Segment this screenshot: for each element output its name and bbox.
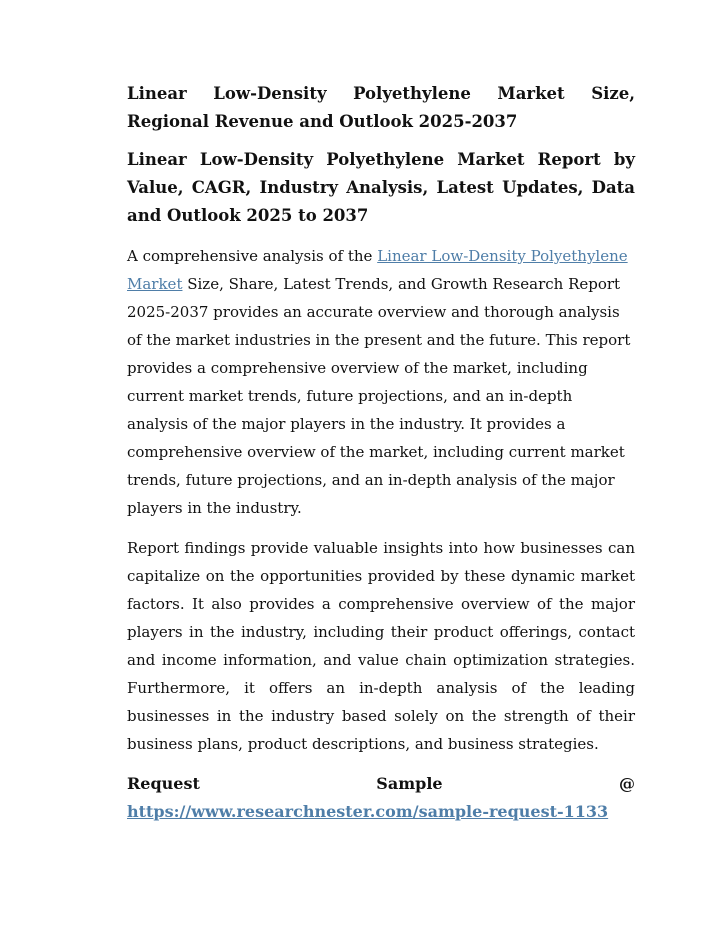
findings-paragraph: Report findings provide valuable insights into how businesses can capitalize on the opportunities provided by these dynamic market factors. It also provides a comprehensive overview of the major players in the industry, including their product offerings, contact and income information, and value chain optimization strategies. Furthermore, it offers an in-depth analysis of the leading businesses in the industry based solely on the strength of their business plans, product descriptions, and business strategies. bbox=[127, 539, 635, 753]
at-symbol: @ bbox=[618, 774, 635, 793]
request-sample-line bbox=[127, 770, 635, 798]
request-word: Request bbox=[127, 774, 200, 793]
intro-prefix: A comprehensive analysis of the bbox=[127, 247, 378, 265]
market-report-link[interactable]: Linear Low-Density Polyethylene Market bbox=[127, 247, 628, 293]
sample-request-link[interactable]: https://www.researchnester.com/sample-request-1133 bbox=[127, 802, 609, 821]
sample-word: Sample bbox=[376, 774, 443, 793]
document-page bbox=[127, 80, 635, 826]
document-subtitle: Linear Low-Density Polyethylene Market Report by Value, CAGR, Industry Analysis, Latest Updates, Data and Outlook 2025 to 2037 bbox=[127, 150, 635, 225]
intro-suffix: Size, Share, Latest Trends, and Growth Research Report 2025-2037 provides an accurate overview and thorough analysis of the market industries in the present and the future. This report provides a comprehensive overview of the market, including current market trends, future projections, and an in-depth analysis of the major players in the industry. It provides a comprehensive overview of the market, including current market trends, future projections, and an in-depth analysis of the major players in the industry. bbox=[127, 275, 631, 517]
document-title: Linear Low-Density Polyethylene Market Size, Regional Revenue and Outlook 2025-2037 bbox=[127, 84, 635, 131]
intro-paragraph bbox=[127, 242, 635, 522]
